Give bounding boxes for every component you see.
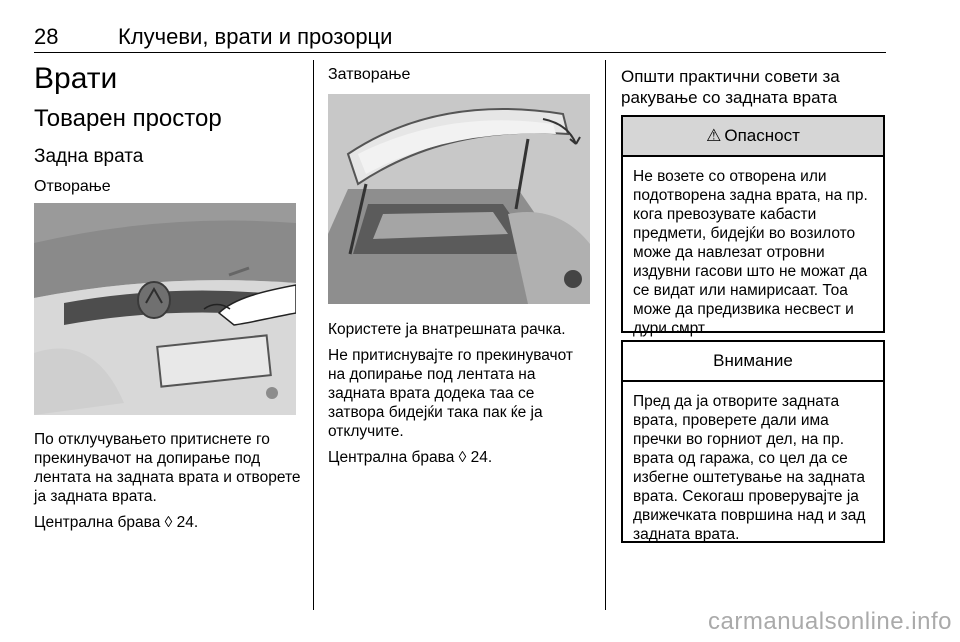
caution-box xyxy=(621,340,885,543)
caution-text: Пред да ја отворите задната врата, проверете дали има пречки во горниот дел, на пр. врата од гаража, со цел да се избегне оштетување на задната врата. Секогаш проверувајте ја движечката површина над и зад задната врата. xyxy=(633,393,866,543)
reference-label: Централна брава xyxy=(328,449,455,466)
page-reference-icon: ◊ xyxy=(458,449,467,466)
section-title: Врати xyxy=(34,62,118,95)
reference-page-link[interactable]: 24. xyxy=(176,514,199,531)
reference-page-link[interactable]: 24. xyxy=(470,449,493,466)
page-number: 28 xyxy=(34,24,59,49)
warning-triangle-icon: ⚠ xyxy=(706,126,722,145)
central-lock-reference xyxy=(34,513,302,532)
header-divider xyxy=(34,52,886,53)
page-reference-icon: ◊ xyxy=(164,514,173,531)
central-lock-reference xyxy=(328,448,594,467)
watermark: carmanualsonline.info xyxy=(708,608,952,635)
closing-heading: Затворање xyxy=(328,66,411,83)
column-divider-left xyxy=(313,60,314,610)
closing-instruction: Користете ја внатрешната рачка. xyxy=(328,321,566,338)
danger-text: Не возете со отворена или подотворена задна врата, на пр. кога превозувате кабасти предмети, бидејќи во возилото може да навлезат отровни издувни гасови што не можат да се видат или намирисаат. Тоа може да предизвика несвест и дури смрт. xyxy=(633,168,868,337)
practical-advice-heading: Општи практични совети за ракување со задната врата xyxy=(621,67,840,107)
opening-heading: Отворање xyxy=(34,178,111,195)
caution-title: Внимание xyxy=(713,351,793,370)
caution-box-header xyxy=(623,342,883,382)
middle-body-text xyxy=(328,320,594,474)
left-body-text xyxy=(34,430,302,539)
tailgate-opening-illustration xyxy=(34,203,296,415)
chapter-title: Клучеви, врати и прозорци xyxy=(118,24,393,49)
tailgate-closing-illustration xyxy=(328,94,590,304)
opening-instructions: По отклучувањето притиснете го прекинувачот на допирање под лентата на задната врата и отворете ја задната врата. xyxy=(34,431,301,505)
danger-box xyxy=(621,115,885,337)
danger-title: Опасност xyxy=(724,126,800,145)
column-divider-right xyxy=(605,60,606,610)
danger-box-header xyxy=(623,117,883,157)
closing-warning-text: Не притиснувајте го прекинувачот на допирање под лентата на задната врата додека таа се затвора бидејќи така пак ќе ја отклучите. xyxy=(328,347,574,440)
subsection-title: Товарен простор xyxy=(34,105,222,132)
topic-heading: Задна врата xyxy=(34,146,144,167)
reference-label: Централна брава xyxy=(34,514,161,531)
